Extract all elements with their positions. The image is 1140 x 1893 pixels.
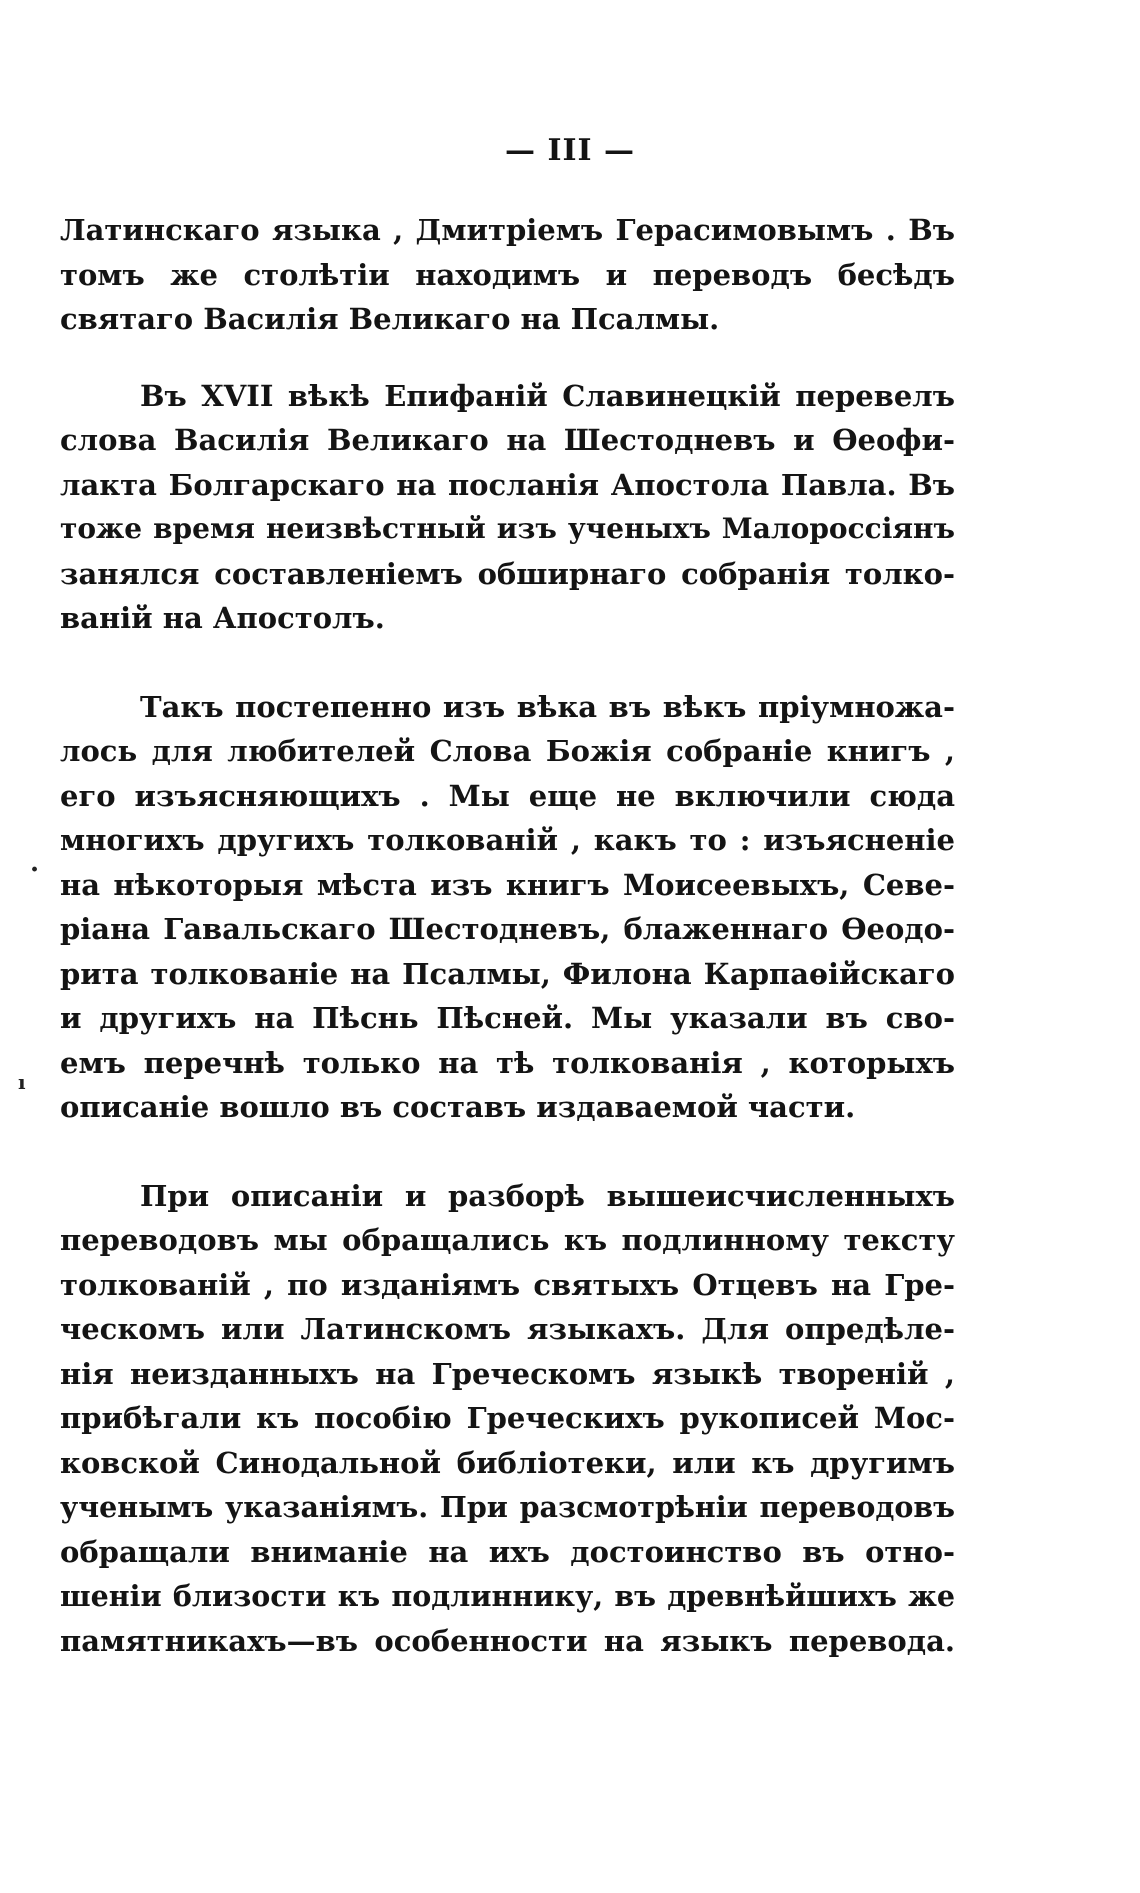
- text-line: переводовъ мы обращались къ подлинному тексту: [60, 1223, 955, 1257]
- text-line: емъ перечнѣ только на тѣ толкованія , которыхъ: [60, 1045, 955, 1080]
- page-number: — III —: [505, 133, 635, 168]
- text-line: слова Василія Великаго на Шестодневъ и Ѳеофи-: [60, 423, 955, 457]
- paragraph: [60, 208, 955, 342]
- text-line: томъ же столѣтіи находимъ и переводъ бесѣдъ: [60, 257, 955, 292]
- text-line: лось для любителей Слова Божія собраніе книгъ ,: [60, 734, 955, 768]
- text-line: ческомъ или Латинскомъ языкахъ. Для опредѣле-: [60, 1312, 955, 1346]
- text-line: на нѣкоторыя мѣста изъ книгъ Моисеевыхъ, Севе-: [60, 867, 955, 902]
- text-line: тоже время неизвѣстный изъ ученыхъ Малороссіянъ: [60, 512, 955, 545]
- text-line: его изъясняющихъ . Мы еще не включили сюда: [60, 778, 955, 813]
- text-line: ваній на Апостолъ.: [60, 601, 385, 635]
- text-line: ріана Гавальскаго Шестодневъ, блаженнаго Ѳеодо-: [60, 912, 955, 946]
- body-text: [60, 208, 955, 1663]
- text-line: шеніи близости къ подлиннику, въ древнѣйшихъ же: [60, 1579, 955, 1613]
- paragraph: [60, 1174, 955, 1664]
- text-line: ковской Синодальной библіотеки, или къ другимъ: [60, 1445, 955, 1480]
- paragraph-gap: [60, 342, 955, 374]
- text-line: ученымъ указаніямъ. При разсмотрѣніи переводовъ: [60, 1490, 955, 1524]
- text-line: обращали вниманіе на ихъ достоинство въ отно-: [60, 1534, 955, 1569]
- paragraph-gap: [60, 641, 955, 685]
- text-line: описаніе вошло въ составъ издаваемой части.: [60, 1090, 856, 1124]
- paragraph: [60, 374, 955, 641]
- text-line: При описаніи и разборѣ вышеисчисленныхъ: [140, 1178, 955, 1213]
- text-line: Въ XVII вѣкѣ Епифаній Славинецкій перевелъ: [140, 378, 955, 413]
- margin-dot-mark: ·: [30, 855, 40, 885]
- text-line: лакта Болгарскаго на посланія Апостола Павла. Въ: [60, 467, 955, 502]
- text-line: нія неизданныхъ на Греческомъ языкѣ твореній ,: [60, 1356, 955, 1391]
- margin-tick-mark: ı: [18, 1070, 26, 1094]
- text-line: памятникахъ—въ особенности на языкъ перевода.: [60, 1623, 955, 1658]
- text-line: Латинскаго языка , Дмитріемъ Герасимовымъ . Въ: [60, 213, 955, 247]
- text-line: и другихъ на Пѣснь Пѣсней. Мы указали въ сво-: [60, 1001, 955, 1035]
- text-line: многихъ другихъ толкованій , какъ то : изъясненіе: [60, 823, 955, 857]
- text-line: толкованій , по изданіямъ святыхъ Отцевъ на Гре-: [60, 1267, 955, 1302]
- paragraph-gap: [60, 1130, 955, 1174]
- paragraph: [60, 685, 955, 1130]
- text-line: прибѣгали къ пособію Греческихъ рукописей Мос-: [60, 1401, 955, 1435]
- text-line: святаго Василія Великаго на Псалмы.: [60, 302, 720, 336]
- text-line: рита толкованіе на Псалмы, Филона Карпаѳійскаго: [60, 956, 955, 991]
- text-line: Такъ постепенно изъ вѣка въ вѣкъ пріумножа-: [140, 689, 955, 724]
- text-line: занялся составленіемъ обширнаго собранія толко-: [60, 556, 955, 591]
